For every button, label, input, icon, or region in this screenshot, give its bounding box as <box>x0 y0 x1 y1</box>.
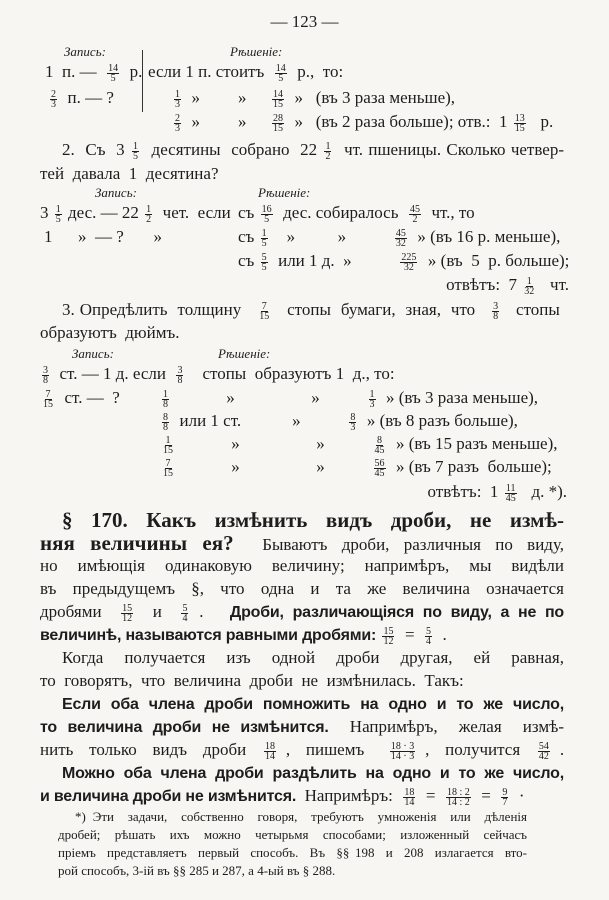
denominator: 45 <box>374 467 385 479</box>
numerator: 1 <box>132 140 138 152</box>
denominator: 8 <box>493 310 499 322</box>
paragraph-line <box>40 533 564 555</box>
text-run: чт. <box>541 275 569 294</box>
paragraph-line <box>62 694 564 715</box>
fraction <box>275 64 287 83</box>
text-run: десятины собрано 22 <box>146 140 318 159</box>
numerator: 13 <box>514 112 525 124</box>
denominator: 12 <box>383 635 394 647</box>
denominator: 15 <box>273 98 283 110</box>
denominator: 32 <box>524 285 535 297</box>
text-run: или 1 д. » <box>273 251 395 270</box>
numerator: 2 <box>175 112 180 124</box>
fraction <box>390 742 415 761</box>
text-run: образуютъ дюймъ. <box>40 323 180 342</box>
fraction <box>382 627 394 646</box>
paragraph-line <box>40 625 447 646</box>
numerator: 3 <box>43 364 48 376</box>
numerator: 1 <box>175 88 180 100</box>
numerator: 54 <box>538 740 549 752</box>
fraction <box>174 114 181 133</box>
text-run: 2. Съ 3 <box>62 140 125 159</box>
text-run: ст. — ? <box>60 388 120 407</box>
numerator: 7 <box>261 300 267 312</box>
solution-line <box>160 411 522 432</box>
record-line <box>48 88 114 109</box>
denominator: 2 <box>412 213 418 225</box>
record-line <box>40 203 231 224</box>
text-run: . <box>199 602 222 621</box>
solution-line <box>270 88 455 109</box>
paragraph-line <box>62 763 564 784</box>
denominator: 14 <box>264 750 275 762</box>
numerator: 18 : 2 <box>446 786 470 798</box>
text-run: дес. собиралось <box>278 203 403 222</box>
denominator: 15 <box>514 122 525 134</box>
solution-line <box>160 457 556 478</box>
text-run: » (въ 3 раза меньше), <box>381 388 539 407</box>
bold-rule-text: величинѣ, называются равными дробями: <box>40 627 381 644</box>
solution-line <box>270 112 553 133</box>
paragraph-line <box>40 717 564 738</box>
text-run: » (въ 15 разъ меньше), <box>391 434 558 453</box>
numerator: 1 <box>261 227 267 239</box>
fraction <box>42 366 49 385</box>
bold-rule-text: то величина дроби не измѣнится. <box>40 719 329 736</box>
text-run: Напримѣръ, желая измѣ- <box>339 717 564 736</box>
paragraph-line <box>62 510 564 532</box>
numerator: 1 <box>163 388 168 400</box>
section-heading: § 170. Какъ измѣнить видъ дроби, не измѣ- <box>62 508 564 532</box>
denominator: 2 <box>325 150 331 162</box>
text-run: Напримѣръ: <box>300 786 398 805</box>
denominator: 5 <box>110 72 116 84</box>
text-run: съ <box>238 203 255 222</box>
fraction <box>446 788 471 807</box>
text-run: = <box>421 786 440 805</box>
text-run: 3 <box>40 203 49 222</box>
answer-line <box>446 275 569 296</box>
denominator: 3 <box>51 98 56 110</box>
text-run: чт. пшеницы. Сколько четвер- <box>338 140 564 159</box>
solution-line <box>238 112 247 132</box>
text-run: , пишемъ <box>285 740 381 759</box>
numerator: 18 <box>264 740 275 752</box>
solution-line <box>172 88 200 109</box>
denominator: 4 <box>182 612 188 624</box>
text-run: чет. если <box>158 203 231 222</box>
text-run: чт., то <box>427 203 475 222</box>
numerator: 1 <box>146 203 152 215</box>
text-run: » (въ 2 раза больше); отв.: 1 <box>290 112 508 131</box>
fraction <box>374 459 386 478</box>
text-run: но имѣющія одинаковую величину; напримѣръ, мы видѣли <box>40 556 564 575</box>
numerator: 14 <box>275 62 286 74</box>
denominator: 3 <box>369 398 375 410</box>
label-reshenie: Рѣшеніе: <box>218 346 271 361</box>
numerator: 5 <box>182 602 188 614</box>
text-run: 1 » — ? » <box>44 227 163 246</box>
fraction <box>272 90 284 109</box>
text-run: отвѣтъ: 1 <box>427 482 499 501</box>
text-run: » » <box>273 227 389 246</box>
text-run: р., то: <box>293 62 344 81</box>
page-number: — 123 — <box>270 12 339 31</box>
fraction <box>501 788 508 807</box>
numerator: 1 <box>55 203 61 215</box>
numerator: 1 <box>369 388 375 400</box>
fraction <box>174 90 181 109</box>
text-run: въ предыдущемъ §, что одна и та же величина означается <box>40 579 564 598</box>
text-run: стопы образуютъ 1 д., то: <box>189 364 395 383</box>
fraction <box>42 390 54 409</box>
fraction <box>538 742 550 761</box>
denominator: 12 <box>122 612 133 624</box>
denominator: 8 <box>43 374 48 386</box>
fraction <box>145 205 152 224</box>
denominator: 8 <box>177 374 183 386</box>
numerator: 7 <box>45 388 51 400</box>
fraction <box>264 742 276 761</box>
record-line <box>40 364 399 385</box>
text-run: » <box>238 88 247 107</box>
fraction <box>514 114 526 133</box>
record-line <box>45 62 142 83</box>
numerator: 1 <box>325 140 331 152</box>
numerator: 8 <box>377 434 382 446</box>
text-run: » <box>238 112 247 131</box>
text-run: съ <box>238 227 255 246</box>
denominator: 15 <box>273 122 283 134</box>
fraction <box>176 366 183 385</box>
text-run: *) Эти задачи, собственно говоря, требуютъ умноженія или дѣленія <box>75 809 527 824</box>
text-run: = <box>477 786 496 805</box>
denominator: 2 <box>146 213 152 225</box>
text-run: стопы бумаги, зная, что <box>277 300 486 319</box>
text-run: отвѣтъ: 7 <box>446 275 518 294</box>
text-run: » » <box>180 457 368 476</box>
denominator: 15 <box>163 467 173 479</box>
solution-line <box>238 227 565 248</box>
fraction <box>523 277 535 296</box>
numerator: 9 <box>502 786 508 798</box>
denominator: 14 : 2 <box>446 796 470 808</box>
fraction <box>403 788 415 807</box>
numerator: 11 <box>505 482 516 494</box>
denominator: 42 <box>538 750 549 762</box>
text-run: и <box>143 602 171 621</box>
paragraph-line <box>40 786 525 807</box>
text-run: . <box>438 625 447 644</box>
numerator: 15 <box>122 602 133 614</box>
record-line <box>40 388 124 409</box>
footnote-line <box>75 808 527 825</box>
problem-text <box>62 300 564 321</box>
solution-line <box>238 251 574 272</box>
text-run: » <box>187 112 200 131</box>
denominator: 3 <box>350 421 356 433</box>
label-zapis: Запись: <box>64 44 106 59</box>
numerator: 7 <box>165 457 171 469</box>
numerator: 18 · 3 <box>390 740 415 752</box>
fraction <box>349 413 356 432</box>
text-run: » (въ 8 разъ больше), <box>362 411 518 430</box>
problem-text <box>40 164 219 184</box>
problem-text <box>40 323 180 343</box>
fraction <box>505 484 517 503</box>
numerator: 1 <box>526 275 532 287</box>
numerator: 2 <box>51 88 56 100</box>
text-run: р. <box>125 62 143 81</box>
fraction <box>425 627 432 646</box>
denominator: 8 <box>163 421 168 433</box>
fraction <box>409 205 421 224</box>
denominator: 5 <box>261 261 267 273</box>
solution-line <box>238 88 247 108</box>
text-run: » (въ 3 раза меньше), <box>290 88 456 107</box>
text-run: ст. — 1 д. если <box>55 364 171 383</box>
text-run: » » <box>175 388 363 407</box>
text-run: » (въ 7 разъ больше); <box>391 457 552 476</box>
text-run: 3. Опредѣлить толщину <box>62 300 252 319</box>
numerator: 14 <box>273 88 283 100</box>
fraction <box>261 253 268 272</box>
denominator: 5 <box>264 213 270 225</box>
denominator: 45 <box>505 492 516 504</box>
fraction <box>374 436 386 455</box>
text-run: п. — ? <box>63 88 114 107</box>
denominator: 8 <box>163 398 168 410</box>
paragraph-line <box>40 740 564 761</box>
footnote-line <box>58 844 527 861</box>
paragraph-line <box>40 602 564 623</box>
numerator: 16 <box>261 203 272 215</box>
paragraph-line <box>40 671 464 691</box>
bold-rule-text: и величина дроби не измѣнится. <box>40 788 297 805</box>
fraction <box>162 459 174 478</box>
denominator: 32 <box>403 261 414 273</box>
column-divider <box>142 50 143 112</box>
bold-rule-text: Если оба члена дроби помножить на одно и то же число, <box>62 696 564 713</box>
numerator: 8 <box>163 411 168 423</box>
numerator: 14 <box>108 62 119 74</box>
footnote-line <box>58 862 335 879</box>
numerator: 1 <box>165 434 171 446</box>
text-run: тей давала 1 десятина? <box>40 164 219 183</box>
section-heading: няя величины ея? <box>40 531 234 555</box>
fraction <box>324 142 331 161</box>
fraction <box>162 390 169 409</box>
fraction <box>50 90 57 109</box>
fraction <box>400 253 417 272</box>
text-run: = <box>400 625 419 644</box>
bold-rule-text: Дроби, различающіяся по виду, а не по <box>229 604 565 621</box>
text-run: нить только видъ дроби <box>40 740 255 759</box>
denominator: 14 · 3 <box>390 750 415 762</box>
fraction <box>162 413 169 432</box>
denominator: 15 <box>259 310 270 322</box>
text-run: пріемъ представляетъ первый способъ. Въ §§ 198 и 208 излагается вто- <box>58 845 527 860</box>
denominator: 15 <box>43 398 53 410</box>
label-zapis: Запись: <box>95 185 137 200</box>
solution-line <box>238 203 479 224</box>
label-reshenie: Рѣшеніе: <box>258 185 311 200</box>
text-run: » » <box>180 434 368 453</box>
denominator: 7 <box>502 796 508 808</box>
denominator: 4 <box>426 635 432 647</box>
text-run: если 1 п. стоитъ <box>148 62 269 81</box>
paragraph-line <box>62 648 564 668</box>
answer-line <box>428 482 567 503</box>
text-run: стопы <box>506 300 560 319</box>
denominator: 14 <box>404 796 415 808</box>
paragraph-line <box>40 579 564 599</box>
denominator: 5 <box>261 237 267 249</box>
text-run: Когда получается изъ одной дроби другая, ей равная, <box>62 648 564 667</box>
fraction <box>121 604 133 623</box>
solution-line <box>172 112 200 133</box>
text-run: » (въ 16 р. меньше), <box>413 227 561 246</box>
fraction <box>261 229 268 248</box>
label-zapis: Запись: <box>72 346 114 361</box>
numerator: 56 <box>374 457 385 469</box>
label-reshenie: Рѣшеніе: <box>230 44 283 59</box>
text-run: дес. — 22 <box>68 203 139 222</box>
text-run: Бываютъ дроби, различныя по виду, <box>247 535 564 554</box>
text-run: · <box>514 786 525 805</box>
bold-rule-text: Можно оба члена дроби раздѣлить на одно и то же число, <box>62 765 564 782</box>
text-run: съ <box>238 251 255 270</box>
fraction <box>258 302 270 321</box>
text-run: , получится <box>425 740 529 759</box>
denominator: 5 <box>132 150 138 162</box>
numerator: 5 <box>426 625 432 637</box>
numerator: 45 <box>395 227 406 239</box>
denominator: 3 <box>175 98 180 110</box>
numerator: 45 <box>409 203 420 215</box>
text-run: » (въ 5 р. больше); <box>423 251 570 270</box>
text-run: 1 п. — <box>45 62 101 81</box>
denominator: 32 <box>395 237 406 249</box>
fraction <box>369 390 376 409</box>
text-run: р. <box>532 112 554 131</box>
numerator: 3 <box>493 300 499 312</box>
denominator: 15 <box>163 444 173 456</box>
denominator: 3 <box>175 122 180 134</box>
text-run: . <box>559 740 565 759</box>
text-run: дробей; рѣшать ихъ можно четырьмя способами; изложенный сейчасъ <box>58 827 527 842</box>
text-run: » <box>187 88 200 107</box>
denominator: 5 <box>278 72 284 84</box>
text-run: д. *). <box>522 482 567 501</box>
fraction <box>272 114 284 133</box>
paragraph-line <box>40 556 564 576</box>
numerator: 28 <box>273 112 283 124</box>
fraction <box>107 64 119 83</box>
solution-line <box>160 434 562 455</box>
numerator: 15 <box>383 625 394 637</box>
fraction <box>261 205 273 224</box>
fraction <box>492 302 499 321</box>
fraction <box>162 436 174 455</box>
fraction <box>181 604 188 623</box>
fraction <box>55 205 62 224</box>
denominator: 45 <box>374 444 385 456</box>
fraction <box>395 229 407 248</box>
denominator: 5 <box>55 213 61 225</box>
problem-text <box>62 140 564 161</box>
numerator: 5 <box>261 251 267 263</box>
solution-line <box>160 388 542 409</box>
footnote-line <box>58 826 527 843</box>
numerator: 225 <box>401 251 417 263</box>
record-line <box>44 227 166 247</box>
numerator: 8 <box>350 411 356 423</box>
fraction <box>132 142 139 161</box>
numerator: 3 <box>177 364 183 376</box>
text-run: то говорятъ, что величина дроби не измѣнилась. Такъ: <box>40 671 464 690</box>
text-run: или 1 ст. » <box>175 411 344 430</box>
numerator: 18 <box>404 786 415 798</box>
text-run: рой способъ, 3-ій въ §§ 285 и 287, а 4-ый въ § 288. <box>58 863 336 878</box>
text-run: дробями <box>40 602 111 621</box>
solution-line <box>148 62 343 83</box>
